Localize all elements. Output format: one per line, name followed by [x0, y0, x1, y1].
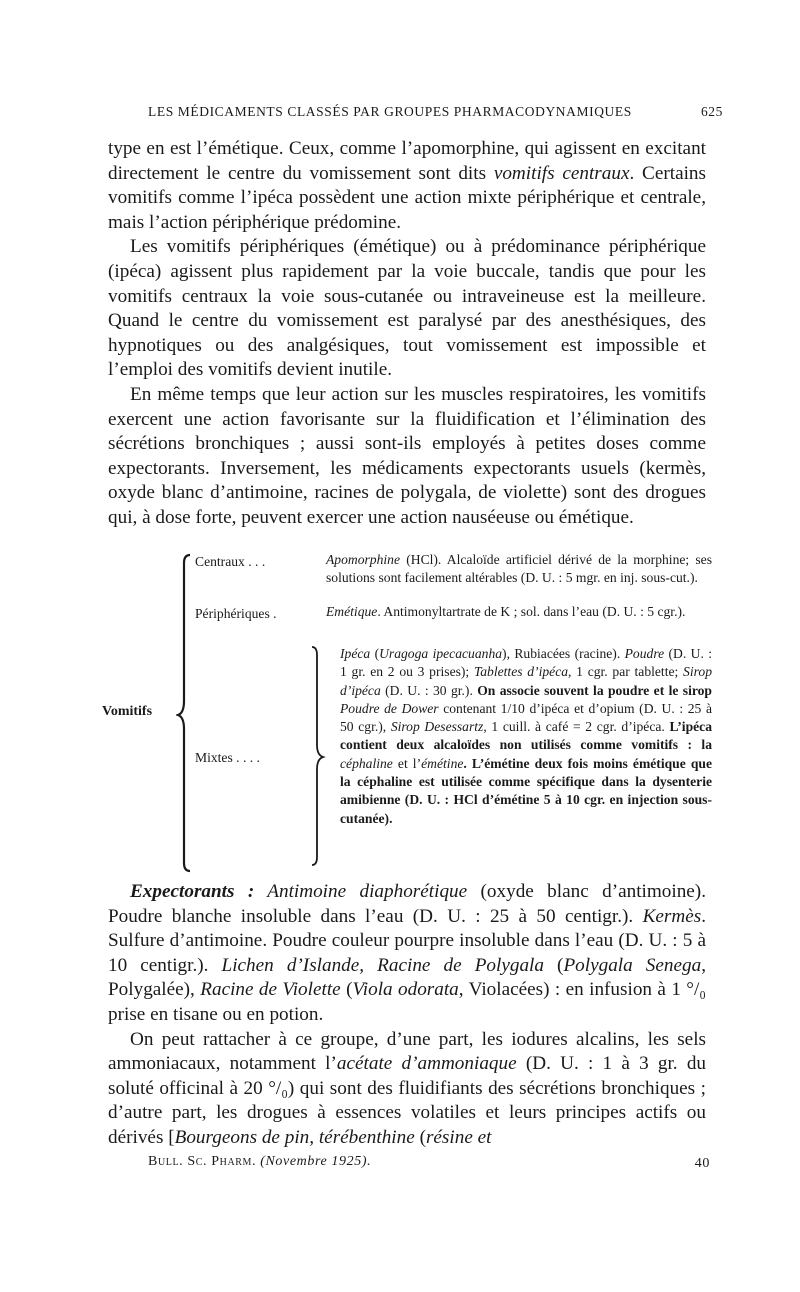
paragraph-expectorants: Expectorants : Antimoine diaphorétique (oxyde blanc d’antimoine). Poudre blanche insoluble dans l’eau (D. U. : 25 à 50 centigr.). Kermès. Sulfure d’antimoine. Poudre couleur pourpre insoluble dans l’eau (D. U. : 5 à 10 centigr.). Lichen d’Islande, Racine de Polygala (Polygala Senega, Polygalée), Racine de Violette (Viola odorata, Violacées) : en infusion à 1 °/₀ prise en tisane ou en potion. [108, 881, 706, 1025]
large-brace [176, 553, 196, 873]
desc-mixtes: Ipéca (Uragoga ipecacuanha), Rubiacées (racine). Poudre (D. U. : 1 gr. en 2 ou 3 prises); Tablettes d’ipéca, 1 cgr. par tablette; Sirop d’ipéca (D. U. : 30 gr.). On associe souvent la poudre et le sirop Poudre de Dower contenant 1/10 d’ipéca et d’opium (D. U. : 25 à 50 cgr.), Sirop Desessartz, 1 cuill. à café = 2 cgr. d’ipéca. L’ipéca contient deux alcaloïdes non utilisés comme vomitifs : la céphaline et l’émétine. L’émétine deux fois moins émétique que la céphaline est utilisée comme spécifique dans la dysenterie amibienne (D. U. : HCl d’émétine 5 à 10 cgr. en injection sous-cutanée). [340, 646, 713, 826]
footer-journal: Bull. Sc. Pharm. [148, 1154, 257, 1169]
category-centraux: Centraux . . . [195, 554, 266, 569]
expectorants-heading: Expectorants : [130, 881, 255, 902]
table-group-label: Vomitifs [102, 704, 153, 719]
vomitifs-table [100, 545, 720, 875]
desc-peripheriques: Emétique. Antimonyltartrate de K ; sol. dans l’eau (D. U. : 5 cgr.). [326, 604, 686, 619]
paragraph-1: type en est l’émétique. Ceux, comme l’apomorphine, qui agissent en excitant directement le centre du vomissement sont dits vomitifs centraux. Certains vomitifs comme l’ipéca possèdent une action mixte périphérique et centrale, mais l’action périphérique prédomine. [108, 138, 706, 233]
footer-date: (Novembre 1925). [260, 1154, 372, 1169]
running-title: LES MÉDICAMENTS CLASSÉS PAR GROUPES PHARMACODYNAMIQUES [148, 104, 632, 119]
category-mixtes: Mixtes . . . . [195, 750, 260, 765]
footer-folio: 40 [694, 1156, 710, 1171]
paragraph-last: On peut rattacher à ce groupe, d’une part, les iodures alcalins, les sels ammoniacaux, notamment l’acétate d’ammoniaque (D. U. : 1 à 3 gr. du soluté officinal à 20 °/₀) qui sont des fluidifiants des sécrétions bronchiques ; d’autre part, les drogues à essences volatiles et leurs principes actifs ou dérivés [Bourgeons de pin, térébenthine (résine et [108, 1028, 707, 1148]
body-text-top [108, 137, 706, 531]
paragraph-3: En même temps que leur action sur les muscles respiratoires, les vomitifs exercent une action favorisante sur la fluidification et l’élimination des sécrétions bronchiques ; aussi sont-ils employés à petites doses comme expectorants. Inversement, les médicaments expectorants usuels (kermès, oxyde blanc d’antimoine, racines de polygala, de violette) sont des drogues qui, à dose forte, peuvent exercer une action nauséeuse ou émétique. [108, 383, 706, 528]
footer [148, 1154, 710, 1170]
mixtes-brace [308, 645, 326, 867]
category-peripheriques: Périphériques . [195, 606, 277, 621]
paragraph-2: Les vomitifs périphériques (émétique) ou à prédominance périphérique (ipéca) agissent plus rapidement par la voie buccale, tandis que pour les vomitifs centraux la voie sous-cutanée ou intraveineuse est la meilleure. Quand le centre du vomissement est paralysé par des anesthésiques, des hypnotiques ou des analgésiques, tout vomissement est impossible et l’emploi des vomitifs devient inutile. [108, 236, 706, 381]
page-number: 625 [700, 104, 723, 119]
body-text-bottom [108, 880, 706, 1151]
desc-centraux: Apomorphine (HCl). Alcaloïde artificiel dérivé de la morphine; ses solutions sont facilement altérables (D. U. : 5 mgr. en inj. sous-cut.). [326, 552, 712, 586]
